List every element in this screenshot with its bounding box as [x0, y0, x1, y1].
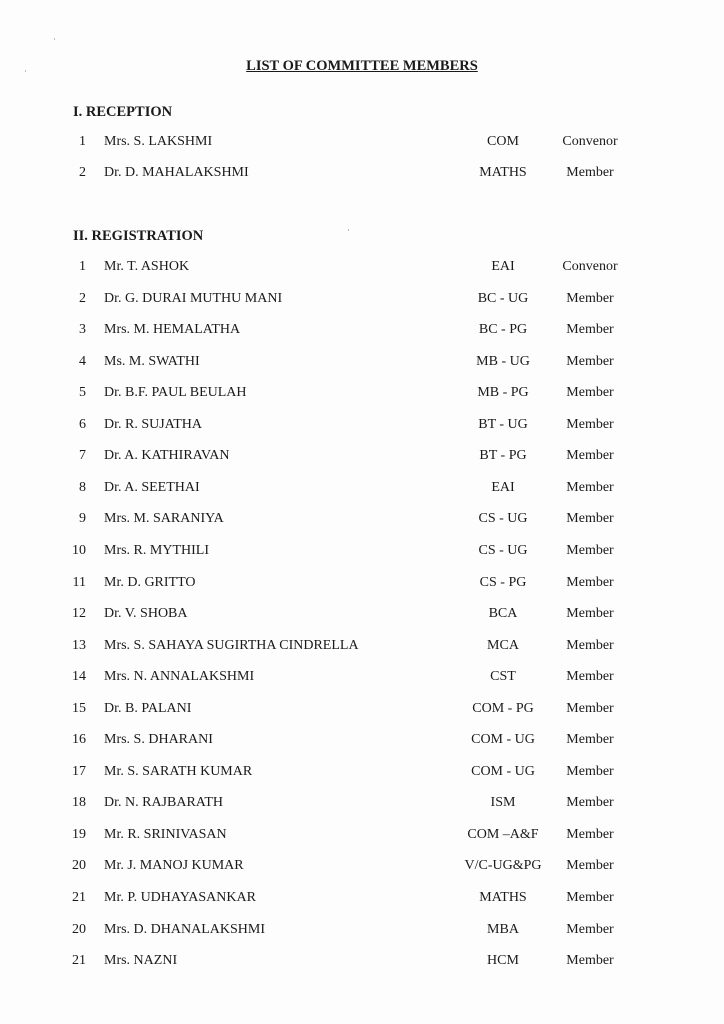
member-department: HCM [487, 953, 519, 969]
member-number: 4 [79, 353, 86, 369]
member-role: Member [566, 732, 614, 748]
member-name: Mr. R. SRINIVASAN [104, 826, 227, 842]
member-role: Member [566, 448, 614, 464]
member-row [0, 575, 724, 595]
member-name: Dr. B.F. PAUL BEULAH [104, 385, 247, 401]
member-row [0, 953, 724, 973]
member-number: 11 [72, 574, 86, 590]
member-department: EAI [491, 259, 515, 274]
member-name: Mr. T. ASHOK [104, 259, 190, 274]
member-number: 20 [72, 858, 86, 874]
member-name: Dr. A. SEETHAI [104, 479, 200, 495]
member-name: Dr. G. DURAI MUTHU MANI [104, 290, 283, 306]
member-name: Dr. R. SUJATHA [104, 416, 203, 432]
member-role: Member [566, 574, 614, 590]
member-number: 13 [72, 637, 86, 653]
member-name: Mrs. S. LAKSHMI [104, 134, 213, 149]
member-role: Member [566, 669, 614, 685]
section-heading: I. RECEPTION [73, 104, 173, 120]
member-department: COM - UG [471, 763, 535, 779]
member-row [0, 606, 724, 626]
member-name: Mrs. M. HEMALATHA [104, 322, 241, 338]
member-number: 19 [72, 826, 86, 842]
member-name: Mr. P. UDHAYASANKAR [104, 890, 256, 905]
member-name: Mrs. NAZNI [104, 953, 178, 969]
member-row [0, 638, 724, 658]
member-department: MATHS [479, 890, 527, 905]
member-role: Convenor [562, 134, 618, 149]
member-number: 1 [79, 134, 86, 149]
member-number: 15 [72, 700, 86, 716]
member-row [0, 134, 724, 154]
member-row [0, 259, 724, 279]
member-number: 5 [79, 385, 86, 401]
member-row [0, 795, 724, 815]
member-department: MB - PG [477, 385, 529, 401]
member-role: Member [566, 763, 614, 779]
member-role: Member [566, 290, 614, 306]
member-department: BC - UG [477, 290, 529, 306]
member-number: 21 [72, 953, 86, 969]
member-role: Member [566, 542, 614, 558]
member-name: Mrs. N. ANNALAKSHMI [104, 669, 255, 685]
member-number: 14 [72, 669, 86, 685]
member-department: BT - UG [478, 416, 528, 432]
member-name: Mrs. R. MYTHILI [104, 542, 209, 558]
member-name: Ms. M. SWATHI [104, 353, 200, 369]
member-number: 17 [72, 763, 86, 779]
member-role: Member [566, 416, 614, 432]
member-row [0, 732, 724, 752]
member-role: Member [566, 322, 614, 338]
member-row [0, 448, 724, 468]
member-department: COM [487, 134, 519, 149]
member-department: ISM [490, 795, 516, 811]
member-department: COM - UG [471, 732, 535, 748]
member-role: Member [566, 165, 614, 180]
member-role: Convenor [562, 259, 618, 274]
member-role: Member [566, 700, 614, 716]
member-name: Dr. D. MAHALAKSHMI [104, 165, 249, 180]
member-number: 21 [72, 890, 86, 905]
member-row [0, 669, 724, 689]
member-role: Member [566, 479, 614, 495]
member-row [0, 543, 724, 563]
member-number: 3 [79, 322, 86, 338]
member-department: MATHS [479, 165, 527, 180]
member-row [0, 701, 724, 721]
member-role: Member [566, 921, 614, 937]
member-role: Member [566, 385, 614, 401]
member-name: Mrs. S. DHARANI [104, 732, 213, 748]
member-number: 10 [72, 542, 86, 558]
member-number: 9 [79, 511, 86, 527]
member-department: CS - PG [479, 574, 527, 590]
member-number: 8 [79, 479, 86, 495]
member-row [0, 511, 724, 531]
member-role: Member [566, 953, 614, 969]
member-role: Member [566, 826, 614, 842]
member-department: BC - PG [478, 322, 528, 338]
member-department: COM - PG [472, 700, 534, 716]
member-row [0, 827, 724, 847]
member-number: 20 [72, 921, 86, 937]
member-row [0, 291, 724, 311]
member-name: Dr. A. KATHIRAVAN [104, 448, 230, 464]
member-row [0, 480, 724, 500]
member-department: COM –A&F [467, 826, 539, 842]
member-name: Dr. N. RAJBARATH [104, 795, 224, 811]
member-number: 7 [79, 448, 86, 464]
member-number: 2 [79, 290, 86, 306]
member-row [0, 922, 724, 942]
member-department: BT - PG [479, 448, 527, 464]
member-row [0, 890, 724, 910]
member-number: 18 [72, 795, 86, 811]
document-title: LIST OF COMMITTEE MEMBERS [246, 58, 478, 74]
member-row [0, 322, 724, 342]
member-department: BCA [488, 606, 518, 622]
member-number: 12 [72, 606, 86, 622]
member-number: 1 [79, 259, 86, 274]
member-row [0, 417, 724, 437]
member-number: 16 [72, 732, 86, 748]
scan-speck [54, 38, 55, 40]
member-role: Member [566, 858, 614, 874]
member-name: Dr. B. PALANI [104, 700, 192, 716]
member-department: MB - UG [476, 353, 530, 369]
member-name: Mrs. M. SARANIYA [104, 511, 224, 527]
member-row [0, 165, 724, 185]
member-row [0, 858, 724, 878]
scan-speck [348, 229, 349, 231]
member-name: Mr. S. SARATH KUMAR [104, 763, 253, 779]
member-name: Mrs. D. DHANALAKSHMI [104, 921, 265, 937]
member-department: V/C-UG&PG [464, 858, 542, 874]
member-department: CST [490, 669, 516, 685]
member-name: Mr. J. MANOJ KUMAR [104, 858, 244, 874]
member-role: Member [566, 511, 614, 527]
member-role: Member [566, 637, 614, 653]
member-name: Mrs. S. SAHAYA SUGIRTHA CINDRELLA [104, 637, 359, 653]
member-department: EAI [491, 479, 515, 495]
section-heading: II. REGISTRATION [73, 228, 204, 244]
member-role: Member [566, 795, 614, 811]
member-role: Member [566, 606, 614, 622]
member-number: 2 [79, 165, 86, 180]
member-name: Mr. D. GRITTO [104, 574, 196, 590]
member-number: 6 [79, 416, 86, 432]
member-department: MCA [487, 637, 519, 653]
member-department: MBA [487, 921, 519, 937]
member-row [0, 764, 724, 784]
member-role: Member [566, 890, 614, 905]
member-role: Member [566, 353, 614, 369]
member-department: CS - UG [478, 542, 528, 558]
member-department: CS - UG [478, 511, 528, 527]
member-row [0, 385, 724, 405]
member-name: Dr. V. SHOBA [104, 606, 188, 622]
member-row [0, 354, 724, 374]
